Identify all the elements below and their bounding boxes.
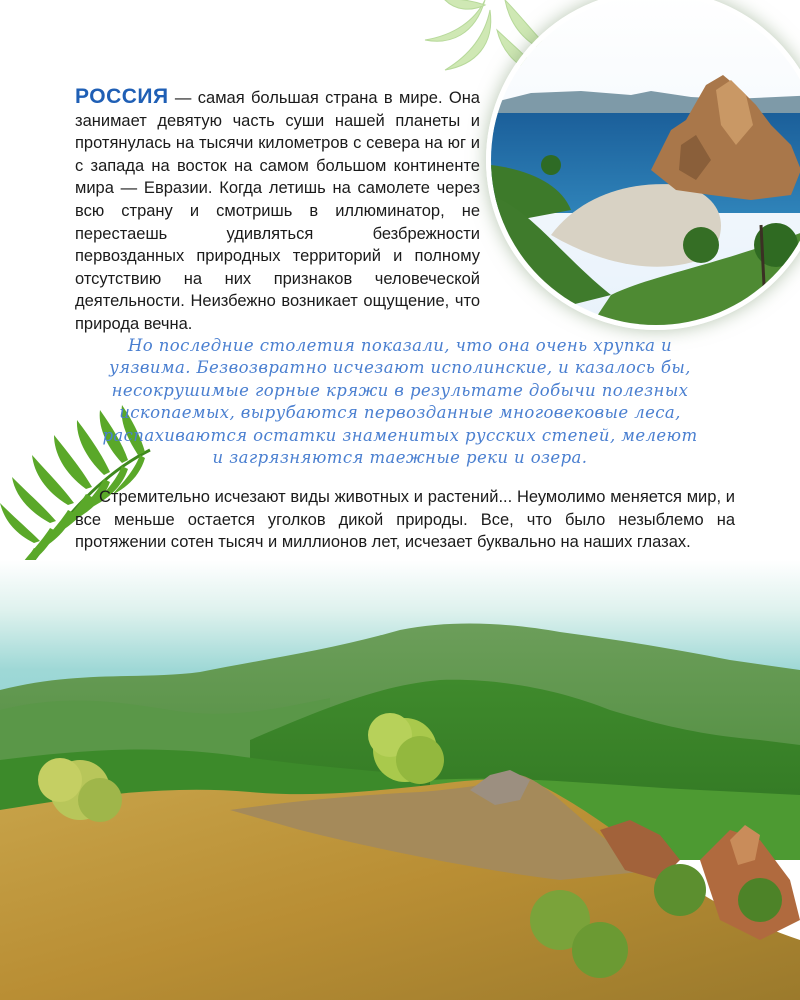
intro-paragraph <box>75 86 480 336</box>
lake-cliff-photo <box>486 0 800 330</box>
lead-word: РОССИЯ <box>75 85 169 108</box>
quote-paragraph: Но последние столетия показали, что она очень хрупка и уязвима. Безвозвратно исчезают исполинские, и казалось бы, несокрушимые горные кряжи в результате добычи полезных ископаемых, вырубаются первозданные многовековые леса, распахиваются остатки знаменитых русских степей, мелеют и загрязняются таежные реки и озера. <box>102 336 698 468</box>
mountain-forest-landscape <box>0 560 800 1000</box>
outro-paragraph: Стремительно исчезают виды животных и растений... Неумолимо меняется мир, и все меньше остается уголков дикой природы. Все, что было незыблемо на протяжении сотен тысяч и миллионов лет, исчезает буквально на наших глазах. <box>75 488 735 552</box>
intro-text: — самая большая страна в мире. Она занимает девятую часть суши нашей планеты и протянулась на тысячи километров с севера на юг и с запада на восток на самом большом континенте мира — Евразии. Когда летишь на самолете через всю страну и смотришь в иллюминатор, не перестаешь удивляться безбрежности первозданных природных территорий и полному отсутствию на них признаков человеческой деятельности. Неизбежно возникает ощущение, что природа вечна. <box>75 89 480 333</box>
